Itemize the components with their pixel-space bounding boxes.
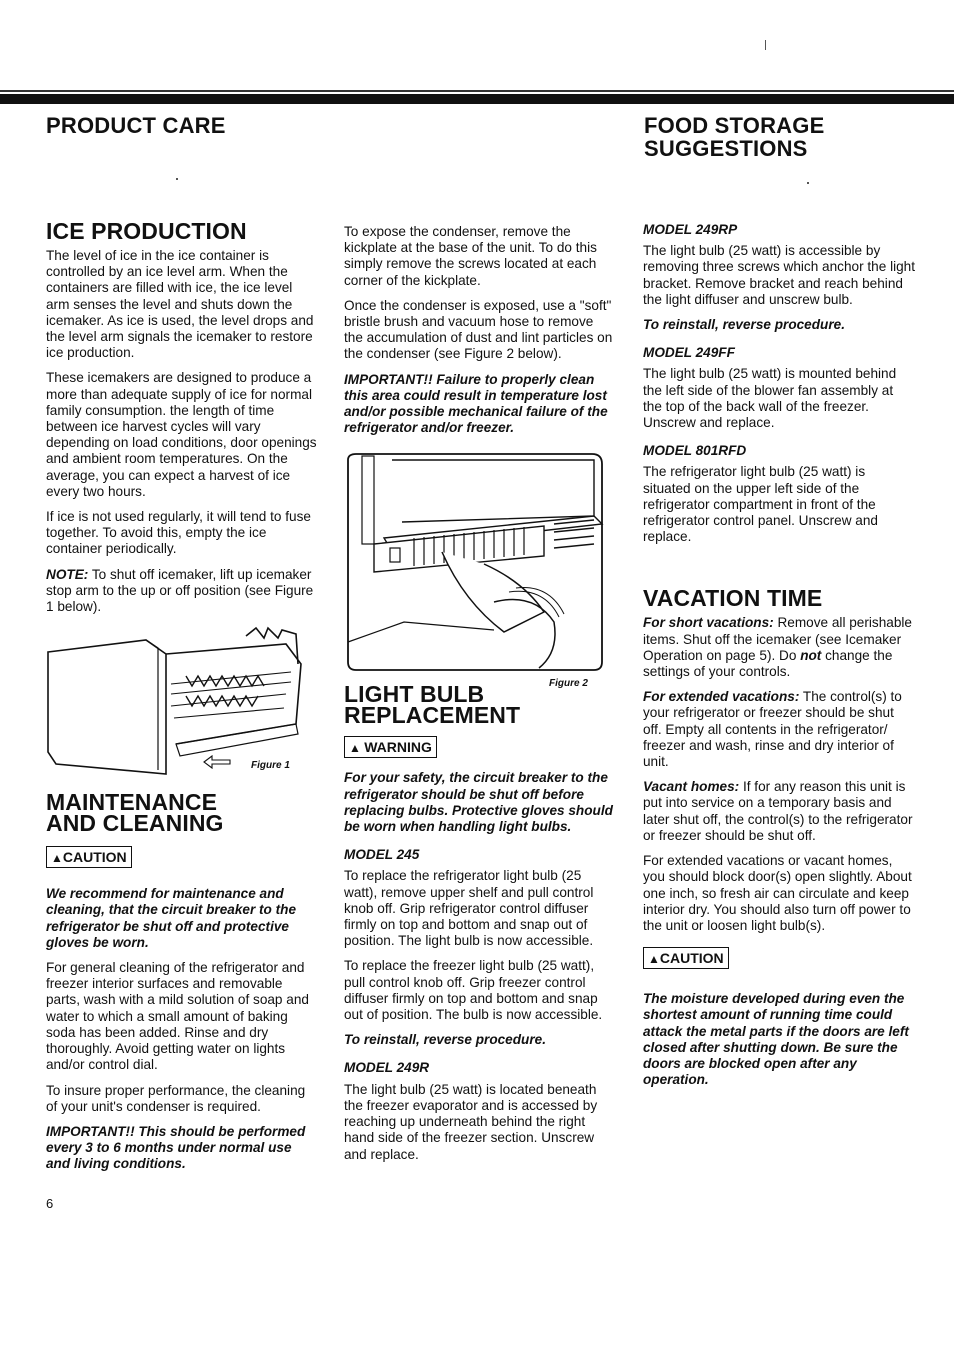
vacation-caution-text: The moisture developed during even the shortest amount of running time could attack the metal parts if the doors are left closed after shutting down. Be sure the doors are blocked open after any operation. xyxy=(643,991,909,1088)
figure-2-condenser xyxy=(344,452,616,690)
caution-box-maintenance xyxy=(46,846,132,868)
vacation-vacant xyxy=(643,779,915,844)
header-rule xyxy=(0,94,954,104)
heading-light-bulb-line2: REPLACEMENT xyxy=(344,702,521,729)
heading-maintenance xyxy=(46,789,318,837)
model-249r-paragraph: The light bulb (25 watt) is located beneath the freezer evaporator and is accessed by reaching up underneath behind the right hand side of the freezer section. Unscrew and replace. xyxy=(344,1081,598,1162)
heading-light-bulb-line1: LIGHT BULB xyxy=(344,681,485,708)
column-left xyxy=(46,220,318,1182)
page-number: 6 xyxy=(46,1196,54,1211)
model-245-label: MODEL 245 xyxy=(344,847,420,863)
maintenance-paragraph-2: To insure proper performance, the cleaning of your unit's condenser is required. xyxy=(46,1082,306,1114)
note-text: To shut off icemaker, lift up icemaker stop arm to the up or off position (see Figure 1 below). xyxy=(46,566,314,615)
heading-ice-production: ICE PRODUCTION xyxy=(46,218,247,244)
light-bulb-warning: For your safety, the circuit breaker to the refrigerator should be shut off before replacing bulbs. Protective gloves should be worn when handling light bulbs. xyxy=(344,770,613,835)
model-249ff-paragraph: The light bulb (25 watt) is mounted behind the left side of the blower fan assembly at the top of the back wall of the freezer. Unscrew and replace. xyxy=(643,366,897,431)
caution-box-vacation xyxy=(643,947,729,969)
warning-triangle-icon: ▲ xyxy=(648,952,660,967)
model-801rfd-paragraph: The refrigerator light bulb (25 watt) is situated on the upper left side of the refrigerator compartment in front of the refrigerator control panel. Unscrew and replace. xyxy=(643,464,878,545)
condenser-illustration xyxy=(344,452,606,674)
vacation-extended xyxy=(643,689,915,770)
maintenance-warning: We recommend for maintenance and cleaning, that the circuit breaker to the refrigerator be shut off and protective gloves be worn. xyxy=(46,886,297,950)
model-249ff-label: MODEL 249FF xyxy=(643,345,735,361)
heading-maintenance-line2: AND CLEANING xyxy=(46,810,224,837)
vacant-homes-text: If for any reason this unit is put into service on a temporary basis and later shut off, the control(s) to the refrigerator or freezer should be shut off. xyxy=(643,779,913,843)
column-middle xyxy=(344,224,616,1172)
section-title-food-storage: FOOD STORAGE SUGGESTIONS xyxy=(644,113,825,161)
short-vacations-text-2: change the settings of your controls. xyxy=(643,647,893,680)
column-right xyxy=(643,222,915,1097)
extended-vacations-text: The control(s) to your refrigerator or freezer should be shut off. Empty all contents in the refrigerator/ freezer and wash, rinse and dry interior of unit. xyxy=(643,689,902,770)
vacation-short xyxy=(643,615,915,680)
model-801rfd-label: MODEL 801RFD xyxy=(643,443,747,459)
model-245-paragraph-1: To replace the refrigerator light bulb (25 watt), remove upper shelf and pull control knob off. Grip refrigerator control diffuser firmly on top and bottom and snap out of position. The light bulb is now accessible. xyxy=(344,868,594,949)
reinstall-note-2: To reinstall, reverse procedure. xyxy=(643,317,845,333)
scan-speck xyxy=(765,40,766,50)
warning-label: WARNING xyxy=(364,739,432,756)
note-label: NOTE: xyxy=(46,566,89,582)
figure-1-caption: Figure 1 xyxy=(251,760,290,772)
condenser-paragraph-1: To expose the condenser, remove the kickplate at the base of the unit. To do this simply remove the screws located at each corner of the kickplate. xyxy=(344,224,597,288)
warning-triangle-icon: ▲ xyxy=(51,851,63,866)
reinstall-note-1: To reinstall, reverse procedure. xyxy=(344,1032,546,1048)
scan-speck xyxy=(176,178,178,180)
caution-label: CAUTION xyxy=(62,849,127,866)
condenser-important: IMPORTANT!! Failure to properly clean this area could result in temperature lost and/or possible mechanical failure of the refrigerator and/or freezer. xyxy=(344,371,608,436)
caution-label: CAUTION xyxy=(659,950,724,967)
extended-vacations-label: For extended vacations: xyxy=(643,689,800,705)
header-rule-thin xyxy=(0,90,954,92)
vacation-block-doors: For extended vacations or vacant homes, you should block door(s) open slightly. About one inch, so fresh air can circulate and keep interior dry. You should also turn off power to the unit or loosen light bulb(s). xyxy=(643,853,912,933)
ice-note xyxy=(46,567,318,616)
vacant-homes-label: Vacant homes: xyxy=(643,779,740,795)
warning-triangle-icon: ▲ xyxy=(349,741,365,756)
ice-paragraph-2: These icemakers are designed to produce a more than adequate supply of ice for normal family consumption. the length of time between ice harvest cycles will vary depending on load conditions, door openings and ambient room temperatures. On the average, you can expect a harvest of ice every two hours. xyxy=(46,370,317,499)
warning-box-light-bulb xyxy=(344,736,437,758)
model-249r-label: MODEL 249R xyxy=(344,1060,430,1076)
model-249rp-paragraph: The light bulb (25 watt) is accessible by removing three screws which anchor the light bracket. Remove bracket and reach behind the light diffuser and unscrew bulb. xyxy=(643,243,916,307)
figure-1-icemaker xyxy=(46,624,318,784)
section-title-product-care: PRODUCT CARE xyxy=(46,113,226,138)
model-245-paragraph-2: To replace the freezer light bulb (25 watt), pull control knob off. Grip freezer control diffuser firmly on top and bottom and snap out of position. The bulb is now accessible. xyxy=(344,958,603,1023)
maintenance-important: IMPORTANT!! This should be performed every 3 to 6 months under normal use and living conditions. xyxy=(46,1123,306,1172)
heading-maintenance-line1: MAINTENANCE xyxy=(46,789,218,816)
short-vacations-label: For short vacations: xyxy=(643,615,774,631)
model-249rp-label: MODEL 249RP xyxy=(643,222,738,237)
condenser-paragraph-2: Once the condenser is exposed, use a "soft" bristle brush and vacuum hose to remove the accumulation of dust and lint particles on the condenser (see Figure 2 below). xyxy=(344,297,613,362)
maintenance-paragraph-1: For general cleaning of the refrigerator and freezer interior surfaces and removable parts, wash with a mild solution of soap and water to which a small amount of baking soda has been added. Rinse and dry thoroughly. Avoid getting water on lights and/or control dial. xyxy=(46,960,309,1073)
figure-2-caption: Figure 2 xyxy=(549,678,588,690)
short-vacations-text: Remove all perishable items. Shut off the icemaker (see Icemaker Operation on page 5). Do xyxy=(643,615,912,663)
scan-speck xyxy=(807,182,809,184)
short-vacations-not: not xyxy=(800,647,822,663)
ice-paragraph-3: If ice is not used regularly, it will tend to fuse together. To avoid this, empty the ice container periodically. xyxy=(46,509,311,557)
heading-vacation-time: VACATION TIME xyxy=(643,585,823,612)
ice-paragraph-1: The level of ice in the ice container is controlled by an ice level arm. When the containers are filled with ice, the ice level arm senses the level and shuts down the icemaker. As ice is used, the level drops and the level arm signals the icemaker to restore ice production. xyxy=(46,248,314,361)
